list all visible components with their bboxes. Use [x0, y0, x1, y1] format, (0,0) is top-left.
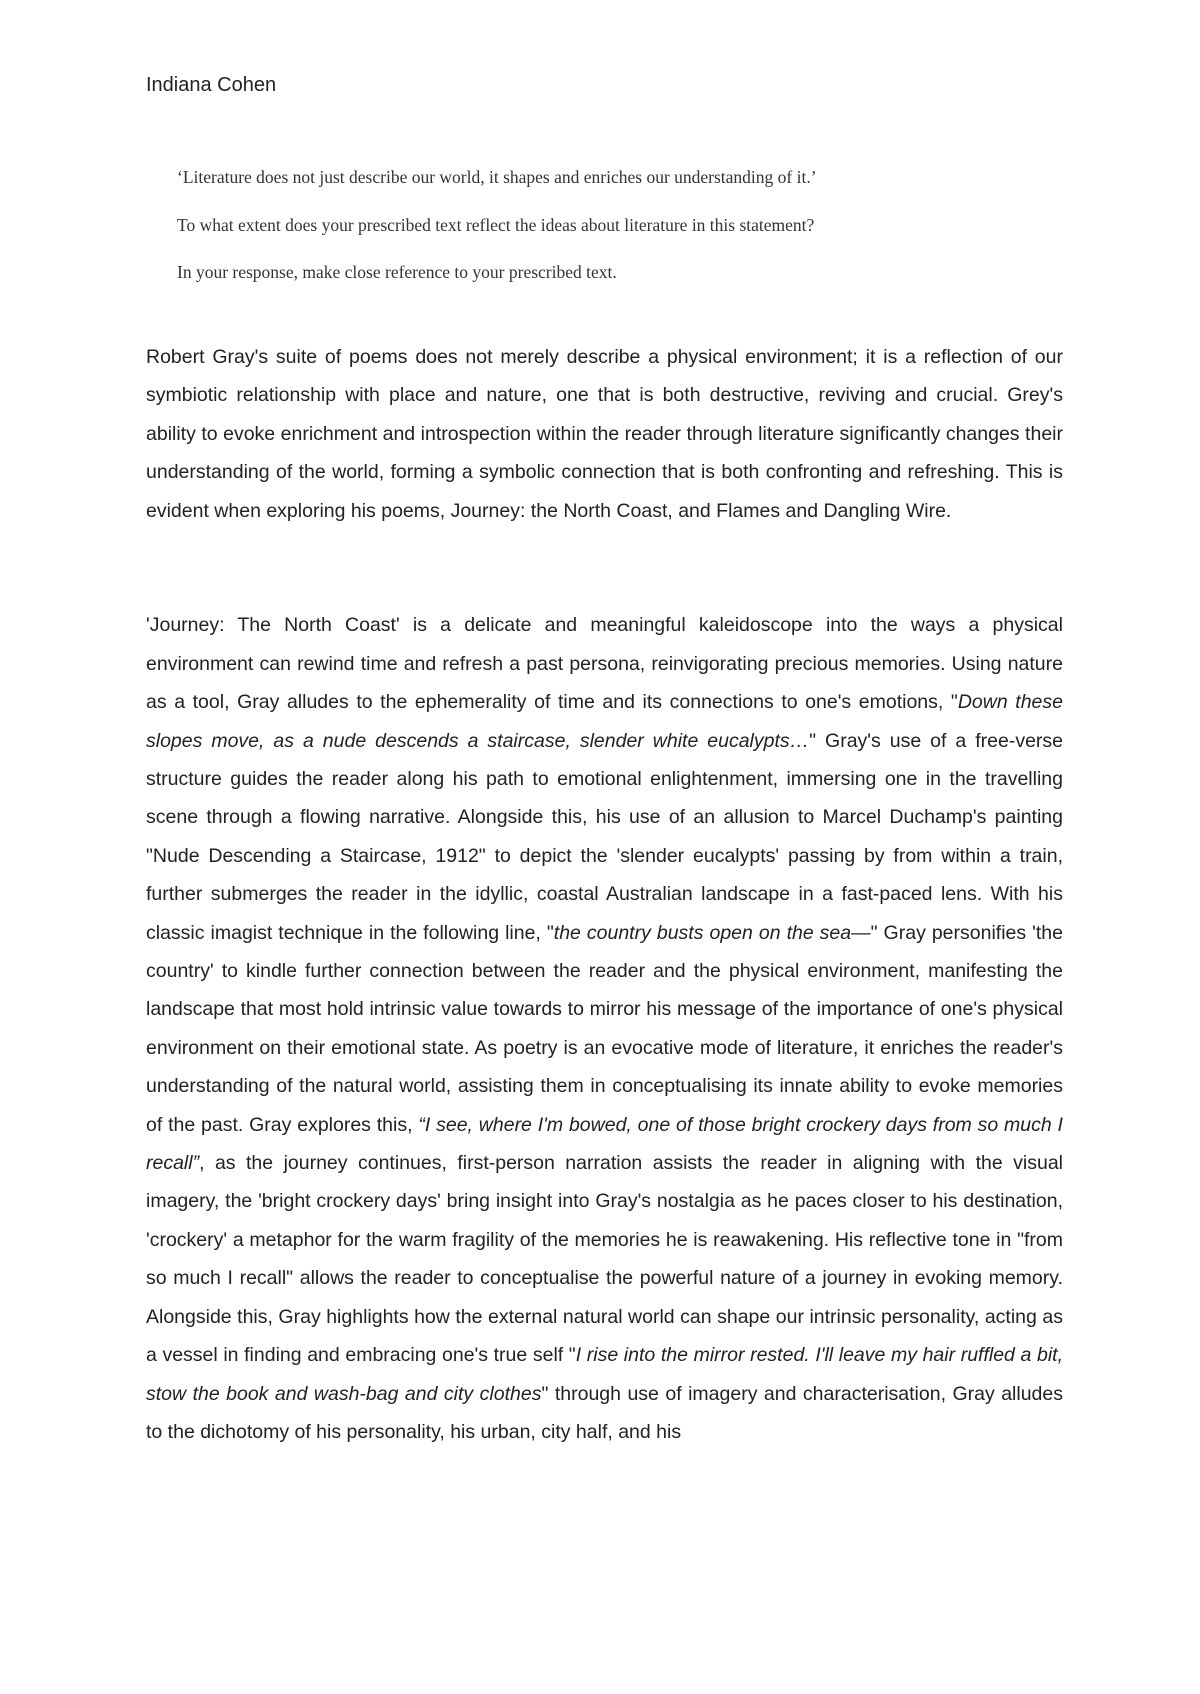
essay-text: " Gray personifies 'the country' to kindle further connection between the reader and the physical environment, manifesting the landscape that most hold intrinsic value towards to mirror his message of the importance of one's physical environment on their emotional state. As poetry is an evocative mode of literature, it enriches the reader's understanding of the natural world, assisting them in conceptualising its innate ability to evoke memories of the past. Gray explores this,	[146, 921, 1063, 1136]
essay-text: " Gray's use of a free-verse structure guides the reader along his path to emotional enlightenment, immersing one in the travelling scene through a flowing narrative. Alongside this, his use of an allusion to Marcel Duchamp's painting "Nude Descending a Staircase, 1912" to depict the 'slender eucalypts' passing by from within a train, further submerges the reader in the idyllic, coastal Australian landscape in a fast-paced lens. With his classic imagist technique in the following line, "	[146, 729, 1063, 944]
essay-body	[146, 338, 1063, 1490]
author-name: Indiana Cohen	[146, 74, 277, 96]
poem-quotation: I rise into the mirror rested. I'll leave my hair ruffled a bit, stow the book and wash-bag and city clothes	[146, 1344, 1063, 1405]
essay-paragraph-journey	[146, 606, 1063, 1451]
prompt-quote: ‘Literature does not just describe our world, it shapes and enriches our understanding of it.’	[177, 167, 817, 187]
essay-text: 'Journey: The North Coast' is a delicate and meaningful kaleidoscope into the ways a physical environment can rewind time and refresh a past persona, reinvigorating precious memories. Using nature as a tool, Gray alludes to the ephemerality of time and its connections to one's emotions, "	[146, 614, 1063, 714]
poem-quotation: “I see, where I'm bowed, one of those bright crockery days from so much I recall”	[146, 1113, 1063, 1175]
poem-quotation: the country busts open on the sea—	[553, 921, 871, 944]
essay-paragraph-intro: Robert Gray's suite of poems does not merely describe a physical environment; it is a reflection of our symbiotic relationship with place and nature, one that is both destructive, reviving and crucial. Grey's ability to evoke enrichment and introspection within the reader through literature significantly changes their understanding of the world, forming a symbolic connection that is both confronting and refreshing. This is evident when exploring his poems, Journey: the North Coast, and Flames and Dangling Wire.	[146, 346, 1063, 522]
prompt-instruction: In your response, make close reference to your prescribed text.	[177, 262, 617, 282]
essay-prompt	[177, 166, 1077, 309]
poem-quotation: Down these slopes move, as a nude descends a staircase, slender white eucalypts…	[146, 691, 1063, 752]
prompt-question: To what extent does your prescribed text reflect the ideas about literature in this statement?	[177, 214, 815, 235]
essay-text: " through use of imagery and characterisation, Gray alludes to the dichotomy of his personality, his urban, city half, and his	[146, 1382, 1063, 1443]
essay-text: , as the journey continues, first-person narration assists the reader in aligning with the visual imagery, the 'bright crockery days' bring insight into Gray's nostalgia as he paces closer to his destination, 'crockery' a metaphor for the warm fragility of the memories he is reawakening. His reflective tone in "from so much I recall" allows the reader to conceptualise the powerful nature of a journey in evoking memory. Alongside this, Gray highlights how the external natural world can shape our intrinsic personality, acting as a vessel in finding and embracing one's true self "	[146, 1152, 1063, 1367]
